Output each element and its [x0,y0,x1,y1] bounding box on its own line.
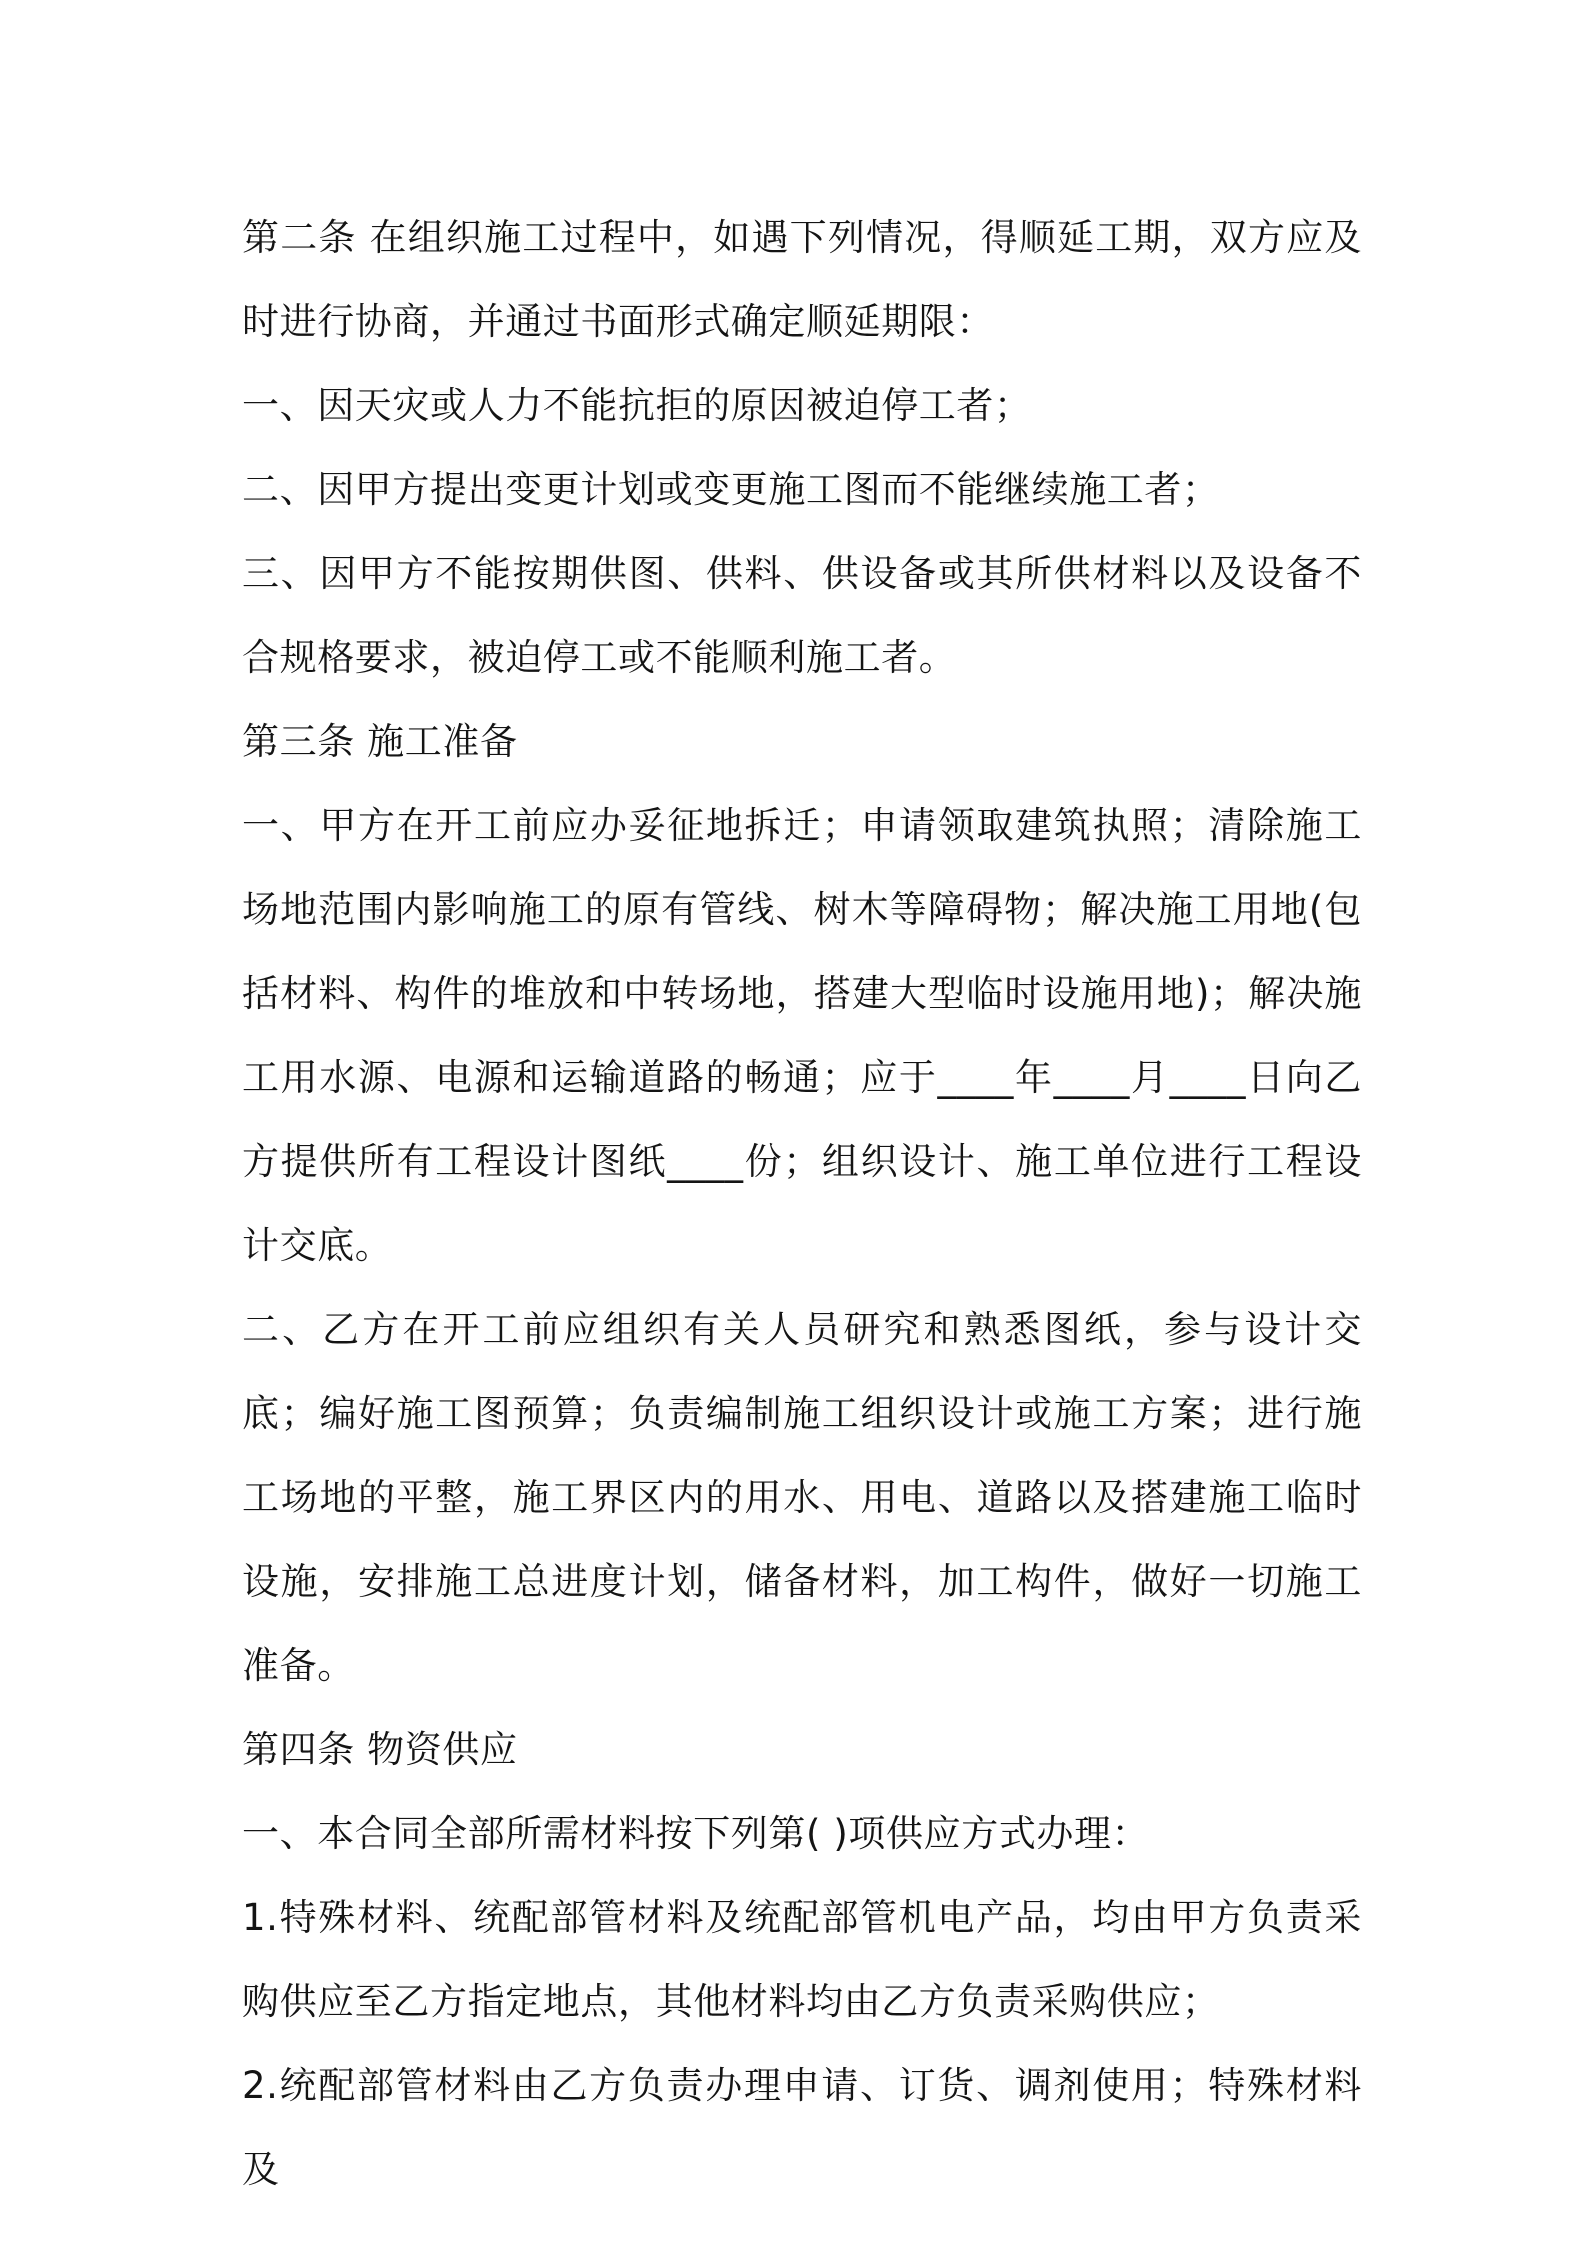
document-body [242,196,1362,2212]
article-3-heading: 第三条 施工准备 [242,720,518,763]
article-2-item-3: 三、因甲方不能按期供图、供料、供设备或其所供材料以及设备不合规格要求，被迫停工或不能顺利施工者。 [242,552,1362,679]
article-2-item-2: 二、因甲方提出变更计划或变更施工图而不能继续施工者； [242,468,1220,511]
article-3-item-1: 一、甲方在开工前应办妥征地拆迁；申请领取建筑执照；清除施工场地范围内影响施工的原有管线、树木等障碍物；解决施工用地(包括材料、构件的堆放和中转场地，搭建大型临时设施用地)；解决施工用水源、电源和运输道路的畅通；应于____年____月____日向乙方提供所有工程设计图纸____份；组织设计、施工单位进行工程设计交底。 [242,804,1362,1267]
article-3-item-2: 二、乙方在开工前应组织有关人员研究和熟悉图纸，参与设计交底；编好施工图预算；负责编制施工组织设计或施工方案；进行施工场地的平整，施工界区内的用水、用电、道路以及搭建施工临时设施，安排施工总进度计划，储备材料，加工构件，做好一切施工准备。 [242,1308,1362,1687]
article-4-heading: 第四条 物资供应 [242,1728,518,1771]
article-4-option-2: 2.统配部管材料由乙方负责办理申请、订货、调剂使用；特殊材料及 [242,2064,1362,2191]
article-2-intro: 第二条 在组织施工过程中，如遇下列情况，得顺延工期，双方应及时进行协商，并通过书面形式确定顺延期限： [242,216,1362,343]
article-4-item-1: 一、本合同全部所需材料按下列第( )项供应方式办理： [242,1812,1150,1855]
article-4-option-1: 1.特殊材料、统配部管材料及统配部管机电产品，均由甲方负责采购供应至乙方指定地点，其他材料均由乙方负责采购供应； [242,1896,1362,2023]
article-2-item-1: 一、因天灾或人力不能抗拒的原因被迫停工者； [242,384,1032,427]
